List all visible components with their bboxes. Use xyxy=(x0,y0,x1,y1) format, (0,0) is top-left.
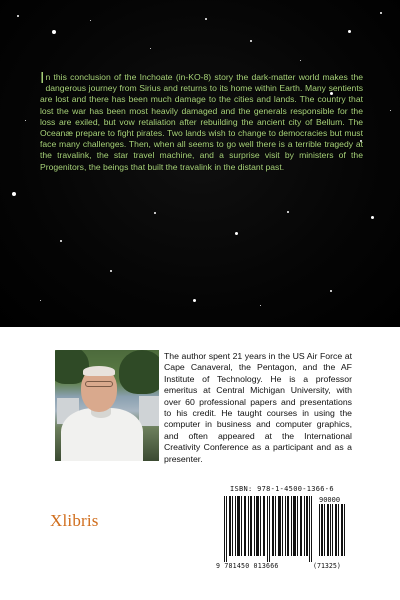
star xyxy=(205,18,207,20)
star xyxy=(40,300,41,301)
star xyxy=(12,192,16,196)
star xyxy=(235,232,238,235)
star xyxy=(154,212,156,214)
star xyxy=(371,216,374,219)
blurb-dropcap: I xyxy=(40,70,45,87)
author-hair xyxy=(83,366,115,376)
star xyxy=(110,270,112,272)
star xyxy=(193,299,196,302)
blurb-text: n this conclusion of the Inchoate (in-KO-8) story the dark-matter world makes the dangerous journey from Sirius and returns to its home within Earth. Many sentients are lost and there has been much damage to the cities and lands. The country that lost the war has been most heavily damaged and the generals responsible for the loss are exiled, but vow retaliation after rebuilding the ancient city of Bellum. The Oceanæ prepare to fight pirates. Two lands wish to change to democracies but must face many challenges. Then, when all seems to go well there is a terrible tragedy at the travalink, the star travel machine, and a surprise visit by ministers of the Progenitors, the beings that built the travalink in the distant past. xyxy=(40,72,363,172)
publisher-logo: Xlibris xyxy=(50,511,99,530)
star xyxy=(25,120,26,121)
isbn-barcode-block xyxy=(216,485,350,573)
back-cover-blurb xyxy=(40,72,363,173)
tree-shape xyxy=(119,350,159,394)
building-shape xyxy=(139,396,159,426)
star xyxy=(260,305,261,306)
star xyxy=(150,48,151,49)
star xyxy=(300,60,301,61)
star xyxy=(52,30,56,34)
star xyxy=(17,15,19,17)
star xyxy=(330,290,332,292)
addon-digits: (71325) xyxy=(313,562,341,570)
author-glasses xyxy=(85,381,113,387)
star xyxy=(390,110,391,111)
price-code: 90000 xyxy=(319,496,341,504)
star xyxy=(348,30,351,33)
author-section xyxy=(0,327,400,600)
author-bio: The author spent 21 years in the US Air Force at Cape Canaveral, the Pentagon, and the AF Institute of Technology. He is a professor emeritus at Central Michigan University, with over 60 professional papers and presentations to his credit. He taught courses in using the computer in business and computer graphics, and often appeared at the International Creativity Conference as a participant and as a presenter. xyxy=(164,351,352,464)
star xyxy=(90,20,91,21)
star xyxy=(60,240,62,242)
price-addon-barcode xyxy=(318,504,346,556)
isbn-label: ISBN: 978-1-4500-1366-6 xyxy=(230,485,334,493)
author-photo xyxy=(55,350,159,461)
barcode-digits: 9 781450 013666 xyxy=(216,562,279,570)
star xyxy=(250,40,252,42)
star xyxy=(287,211,289,213)
star xyxy=(380,12,382,14)
isbn-barcode xyxy=(222,496,314,562)
